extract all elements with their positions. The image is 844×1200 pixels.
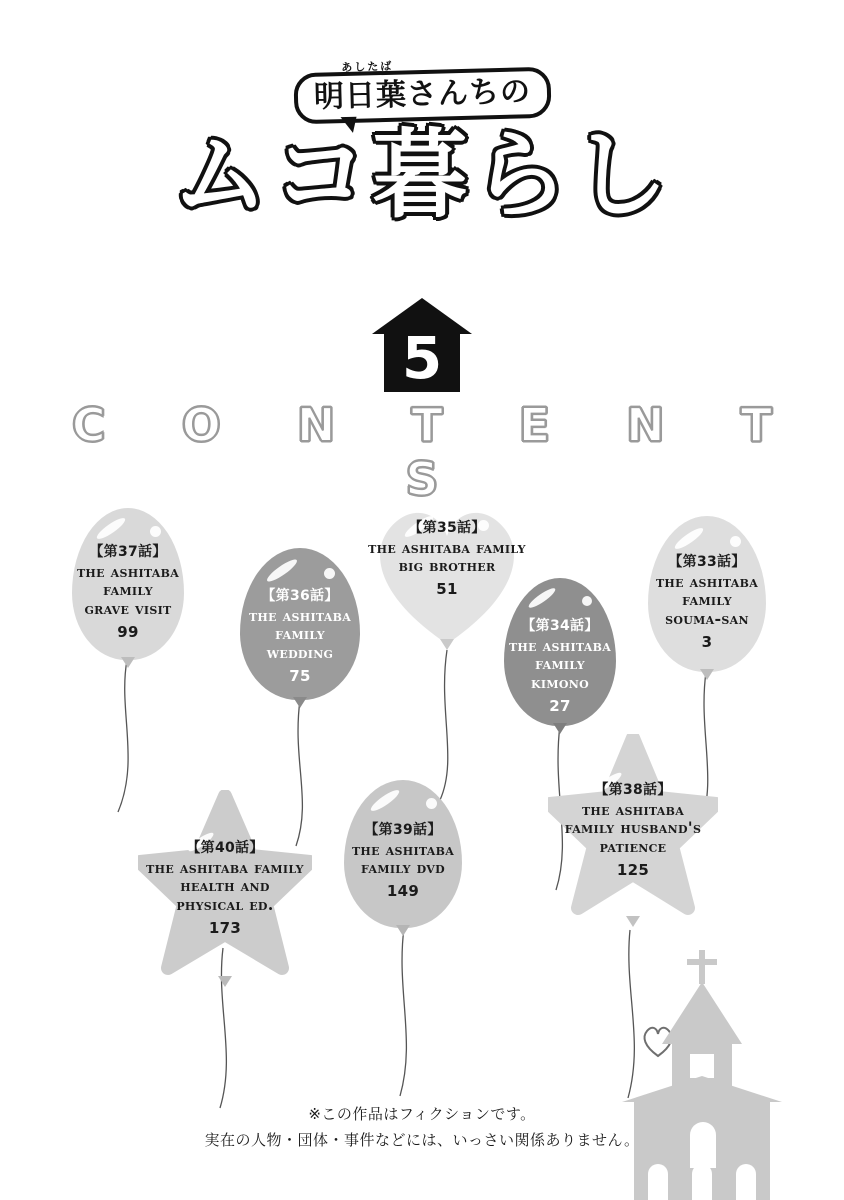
- toc-balloon-ch40[interactable]: [138, 790, 312, 990]
- title-subtitle-text: 明日葉さんちの: [313, 74, 531, 115]
- chapter-title-line2: grave visit: [84, 599, 172, 619]
- toc-balloon-ch33[interactable]: [648, 516, 766, 672]
- toc-balloon-ch39[interactable]: [344, 780, 462, 928]
- disclaimer-footnote: [0, 1102, 844, 1153]
- chapter-title-line1: the ashitaba: [508, 635, 612, 655]
- chapter-number: 【第35話】: [408, 520, 486, 536]
- balloon-gloss: [582, 596, 592, 606]
- chapter-title-line2: family wedding: [266, 624, 334, 663]
- chapter-title-line2: family kimono: [531, 654, 589, 693]
- chapter-number: 【第34話】: [521, 618, 599, 634]
- balloon-gloss: [150, 526, 161, 537]
- chapter-page: 99: [117, 623, 139, 642]
- chapter-page: 27: [549, 697, 571, 716]
- disclaimer-line-1: ※この作品はフィクションです。: [308, 1105, 536, 1123]
- cross-icon: [699, 950, 705, 984]
- chapter-title-line1: the ashitaba family: [655, 571, 759, 610]
- contents-heading: C O N T E N T S: [71, 398, 803, 506]
- chapter-title-line2: big brother: [398, 556, 496, 576]
- title-main: ムコ暮らし: [172, 119, 672, 231]
- toc-balloon-label: [72, 544, 184, 642]
- chapter-title-line3: patience: [599, 837, 667, 857]
- chapter-title-line2: family husband's: [564, 818, 702, 838]
- balloon-knot: [121, 657, 135, 668]
- toc-balloon-ch36[interactable]: [240, 548, 360, 700]
- chapter-title-line1: the ashitaba family: [76, 561, 180, 600]
- chapter-title-line2: family dvd: [361, 858, 445, 878]
- chapter-title-line3: physical ed.: [176, 895, 274, 915]
- chapter-title-line1: the ashitaba: [581, 799, 685, 819]
- toc-balloon-ch34[interactable]: [504, 578, 616, 726]
- title-furigana: あしたば: [340, 59, 393, 75]
- toc-balloon-label: [648, 554, 766, 652]
- chapter-page: 75: [289, 667, 311, 686]
- toc-balloon-label: [138, 840, 312, 938]
- disclaimer-line-2: 実在の人物・団体・事件などには、いっさい関係ありません。: [204, 1130, 640, 1149]
- chapter-title-line2: souma-san: [665, 609, 749, 629]
- chapter-number: 【第38話】: [594, 782, 672, 798]
- chapter-title-line1: the ashitaba family: [146, 857, 304, 877]
- toc-balloon-label: [240, 588, 360, 686]
- toc-balloon-label: [548, 782, 718, 880]
- church-illustration: [612, 950, 792, 1200]
- chapter-title-line1: the ashitaba family: [368, 537, 526, 557]
- balloon-knot: [626, 916, 640, 927]
- balloon-gloss: [324, 568, 335, 579]
- chapter-number: 【第36話】: [261, 588, 339, 604]
- balloon-knot: [553, 723, 567, 734]
- chapter-page: 51: [436, 580, 458, 599]
- balloon-knot: [700, 669, 714, 680]
- volume-number: 5: [401, 324, 443, 392]
- chapter-number: 【第39話】: [364, 822, 442, 838]
- chapter-page: 173: [208, 919, 242, 938]
- chapter-page: 3: [701, 633, 713, 652]
- balloon-knot: [396, 925, 410, 936]
- balloon-knot: [218, 976, 232, 987]
- chapter-number: 【第37話】: [89, 544, 167, 560]
- chapter-title-line1: the ashitaba: [248, 605, 352, 625]
- toc-balloon-label: [344, 822, 462, 901]
- balloon-gloss: [426, 798, 437, 809]
- toc-balloon-label: [504, 618, 616, 716]
- chapter-title-line1: the ashitaba: [351, 839, 455, 859]
- balloon-knot: [293, 697, 307, 708]
- chapter-page: 125: [616, 861, 650, 880]
- toc-balloon-ch38[interactable]: [548, 734, 718, 930]
- chapter-title-line2: health and: [180, 876, 270, 896]
- toc-balloon-ch37[interactable]: [72, 508, 184, 660]
- chapter-number: 【第33話】: [668, 554, 746, 570]
- chapter-page: 149: [386, 882, 420, 901]
- balloon-gloss: [730, 536, 741, 547]
- balloon-knot: [440, 639, 454, 650]
- chapter-number: 【第40話】: [186, 840, 264, 856]
